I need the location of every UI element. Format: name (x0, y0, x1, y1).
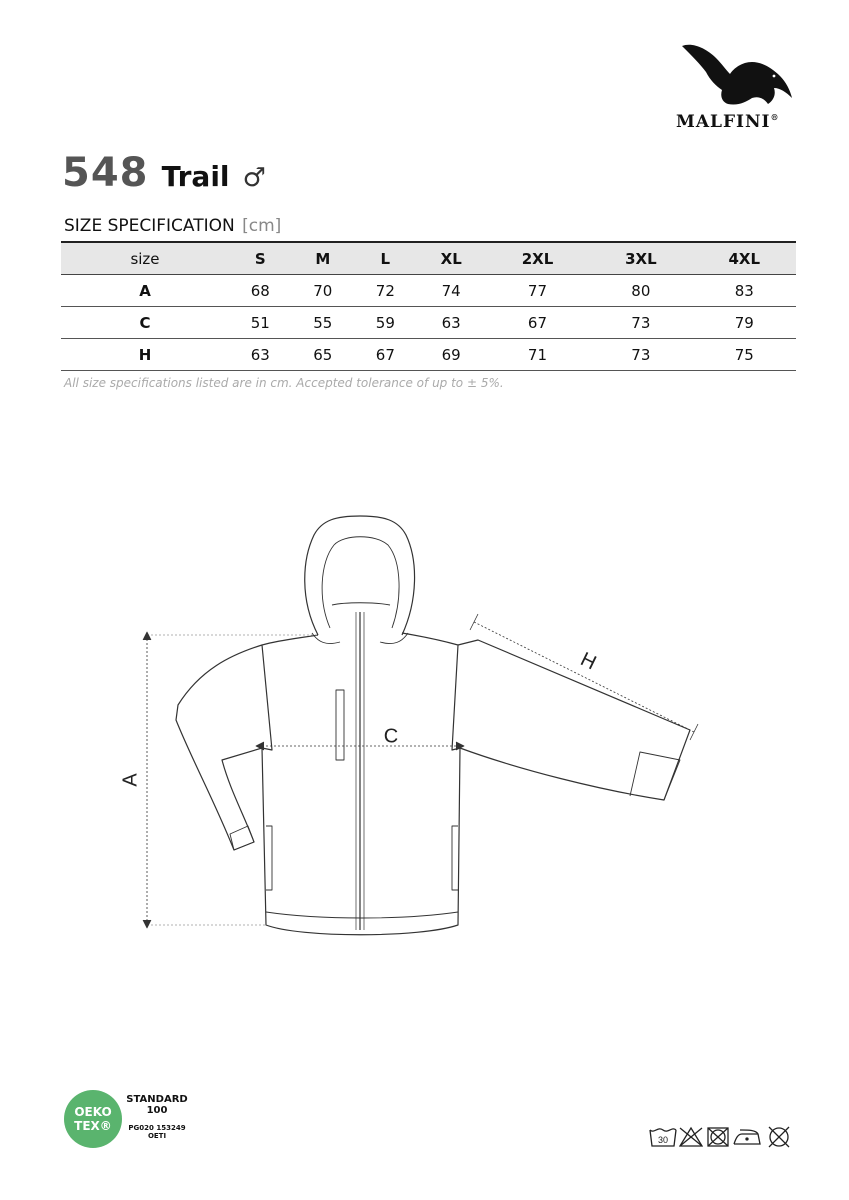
oekotex-logo (64, 1090, 124, 1150)
brand-wordmark: MALFINI® (676, 112, 780, 132)
size-header: L (354, 242, 417, 275)
oekotex-line1: OEKO (74, 1105, 112, 1119)
oekotex-badge (64, 1090, 122, 1148)
table-cell: 65 (292, 339, 355, 371)
no-tumble-dry-icon (708, 1128, 728, 1146)
brand-logo (672, 40, 800, 135)
oekotex-standard-number: 100 (146, 1105, 168, 1116)
size-header: XL (417, 242, 486, 275)
row-label: C (61, 307, 229, 339)
table-cell: 75 (693, 339, 796, 371)
oekotex-standard: STANDARD (126, 1094, 188, 1105)
table-cell: 77 (486, 275, 589, 307)
dimension-label-c: C (383, 725, 399, 748)
oekotex-details (124, 1094, 190, 1140)
table-row (61, 275, 796, 307)
size-header: 2XL (486, 242, 589, 275)
row-label: A (61, 275, 229, 307)
table-cell: 83 (693, 275, 796, 307)
table-cell: 67 (354, 339, 417, 371)
oekotex-institute: OETI (147, 1132, 167, 1140)
table-cell: 55 (292, 307, 355, 339)
table-cell: 51 (229, 307, 292, 339)
spec-heading (64, 216, 281, 236)
size-header-label: size (61, 242, 229, 275)
oekotex-line2: TEX® (74, 1119, 112, 1133)
oekotex-cert-number: PG020 153249 (128, 1124, 186, 1132)
table-cell: 79 (693, 307, 796, 339)
table-row (61, 339, 796, 371)
table-cell: 59 (354, 307, 417, 339)
table-cell: 63 (417, 307, 486, 339)
table-cell: 73 (589, 307, 692, 339)
page-title (62, 150, 266, 196)
dimension-label-a: A (119, 773, 142, 787)
product-name: Trail (161, 160, 230, 193)
jacket-drawing (110, 505, 730, 955)
table-cell: 73 (589, 339, 692, 371)
male-icon: ♂ (242, 163, 266, 193)
dimension-a (143, 632, 318, 928)
left-sleeve (176, 645, 262, 850)
eagle-icon (676, 40, 794, 110)
dimension-h (470, 614, 698, 740)
table-cell: 68 (229, 275, 292, 307)
table-cell: 67 (486, 307, 589, 339)
row-label: H (61, 339, 229, 371)
table-cell: 71 (486, 339, 589, 371)
iron-low-icon (734, 1130, 760, 1144)
dimension-label-h: H (576, 648, 600, 675)
right-sleeve (458, 640, 690, 800)
wash-30-icon (650, 1129, 676, 1146)
table-cell: 80 (589, 275, 692, 307)
table-cell: 63 (229, 339, 292, 371)
no-bleach-icon (680, 1128, 702, 1146)
wash-temperature: 30 (657, 1135, 669, 1145)
spec-unit: [cm] (242, 216, 282, 236)
size-header: 4XL (693, 242, 796, 275)
table-cell: 70 (292, 275, 355, 307)
spec-heading-text: SIZE SPECIFICATION (64, 216, 235, 236)
size-header: 3XL (589, 242, 692, 275)
table-row (61, 307, 796, 339)
no-dry-clean-icon (769, 1127, 789, 1147)
size-table (61, 241, 796, 371)
product-number: 548 (62, 150, 149, 196)
body-outline (262, 633, 460, 935)
care-symbols (648, 1124, 798, 1150)
size-table-header (61, 242, 796, 275)
tolerance-note: All size specifications listed are in cm. Accepted tolerance of up to ± 5%. (64, 376, 504, 390)
size-header: M (292, 242, 355, 275)
table-cell: 72 (354, 275, 417, 307)
size-header: S (229, 242, 292, 275)
table-cell: 74 (417, 275, 486, 307)
table-cell: 69 (417, 339, 486, 371)
